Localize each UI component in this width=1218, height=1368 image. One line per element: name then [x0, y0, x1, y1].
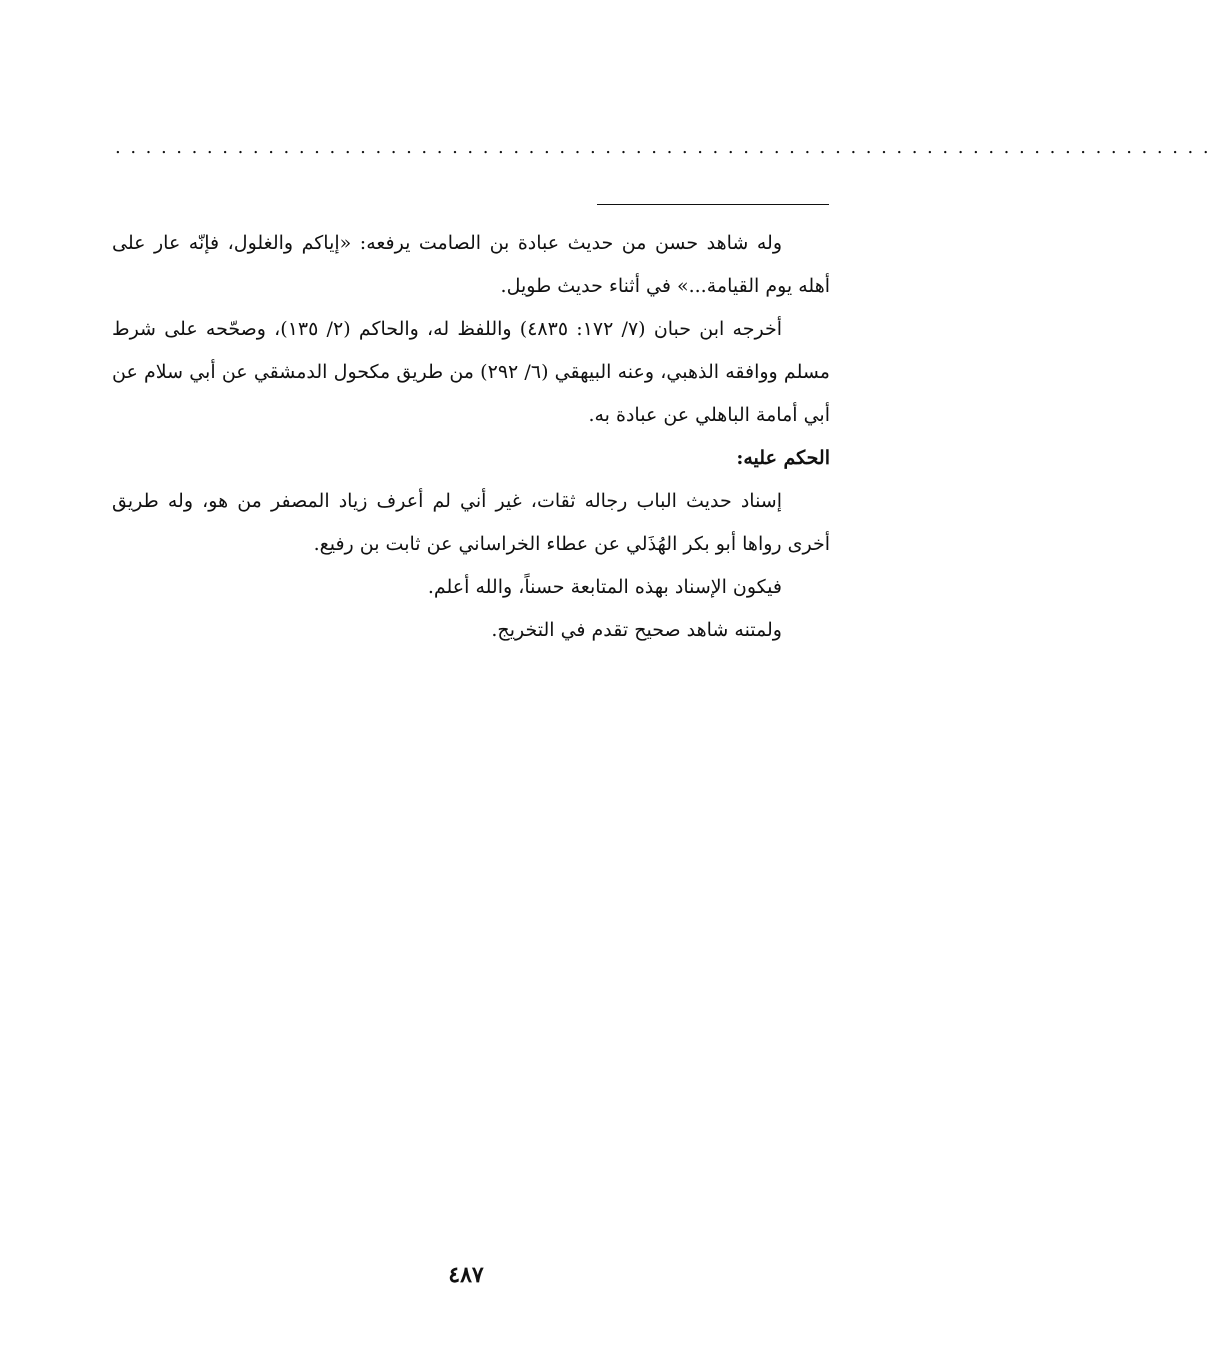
- footnote-rule: [597, 204, 829, 205]
- paragraph-supporting-witness: ولمتنه شاهد صحيح تقدم في التخريج.: [491, 619, 782, 641]
- paragraph-conclusion: فيكون الإسناد بهذه المتابعة حسناً، والله أعلم.: [427, 576, 782, 598]
- section-heading: الحكم عليه:: [736, 447, 830, 469]
- page-number: ٤٨٧: [448, 1262, 484, 1288]
- paragraph-verdict: إسناد حديث الباب رجاله ثقات، غير أني لم أعرف زياد المصفر من هو، وله طريق أخرى رواها أبو بكر الهُذَلي عن عطاء الخراساني عن ثابت بن رفيع.: [112, 490, 830, 555]
- body-text: [112, 222, 830, 652]
- paragraph-takhrij: أخرجه ابن حبان (٧/ ١٧٢: ٤٨٣٥) واللفظ له، والحاكم (٢/ ١٣٥)، وصحّحه على شرط مسلم ووافقه الذهبي، وعنه البيهقي (٦/ ٢٩٢) من طريق مكحول الدمشقي عن أبي سلام عن أبي أمامة الباهلي عن عبادة به.: [112, 318, 830, 426]
- paragraph-witness: وله شاهد حسن من حديث عبادة بن الصامت يرفعه: «إياكم والغلول، فإنّه عار على أهله يوم القيامة...» في أثناء حديث طويل.: [112, 232, 830, 297]
- dotted-separator: ........................................................................: [115, 137, 1218, 158]
